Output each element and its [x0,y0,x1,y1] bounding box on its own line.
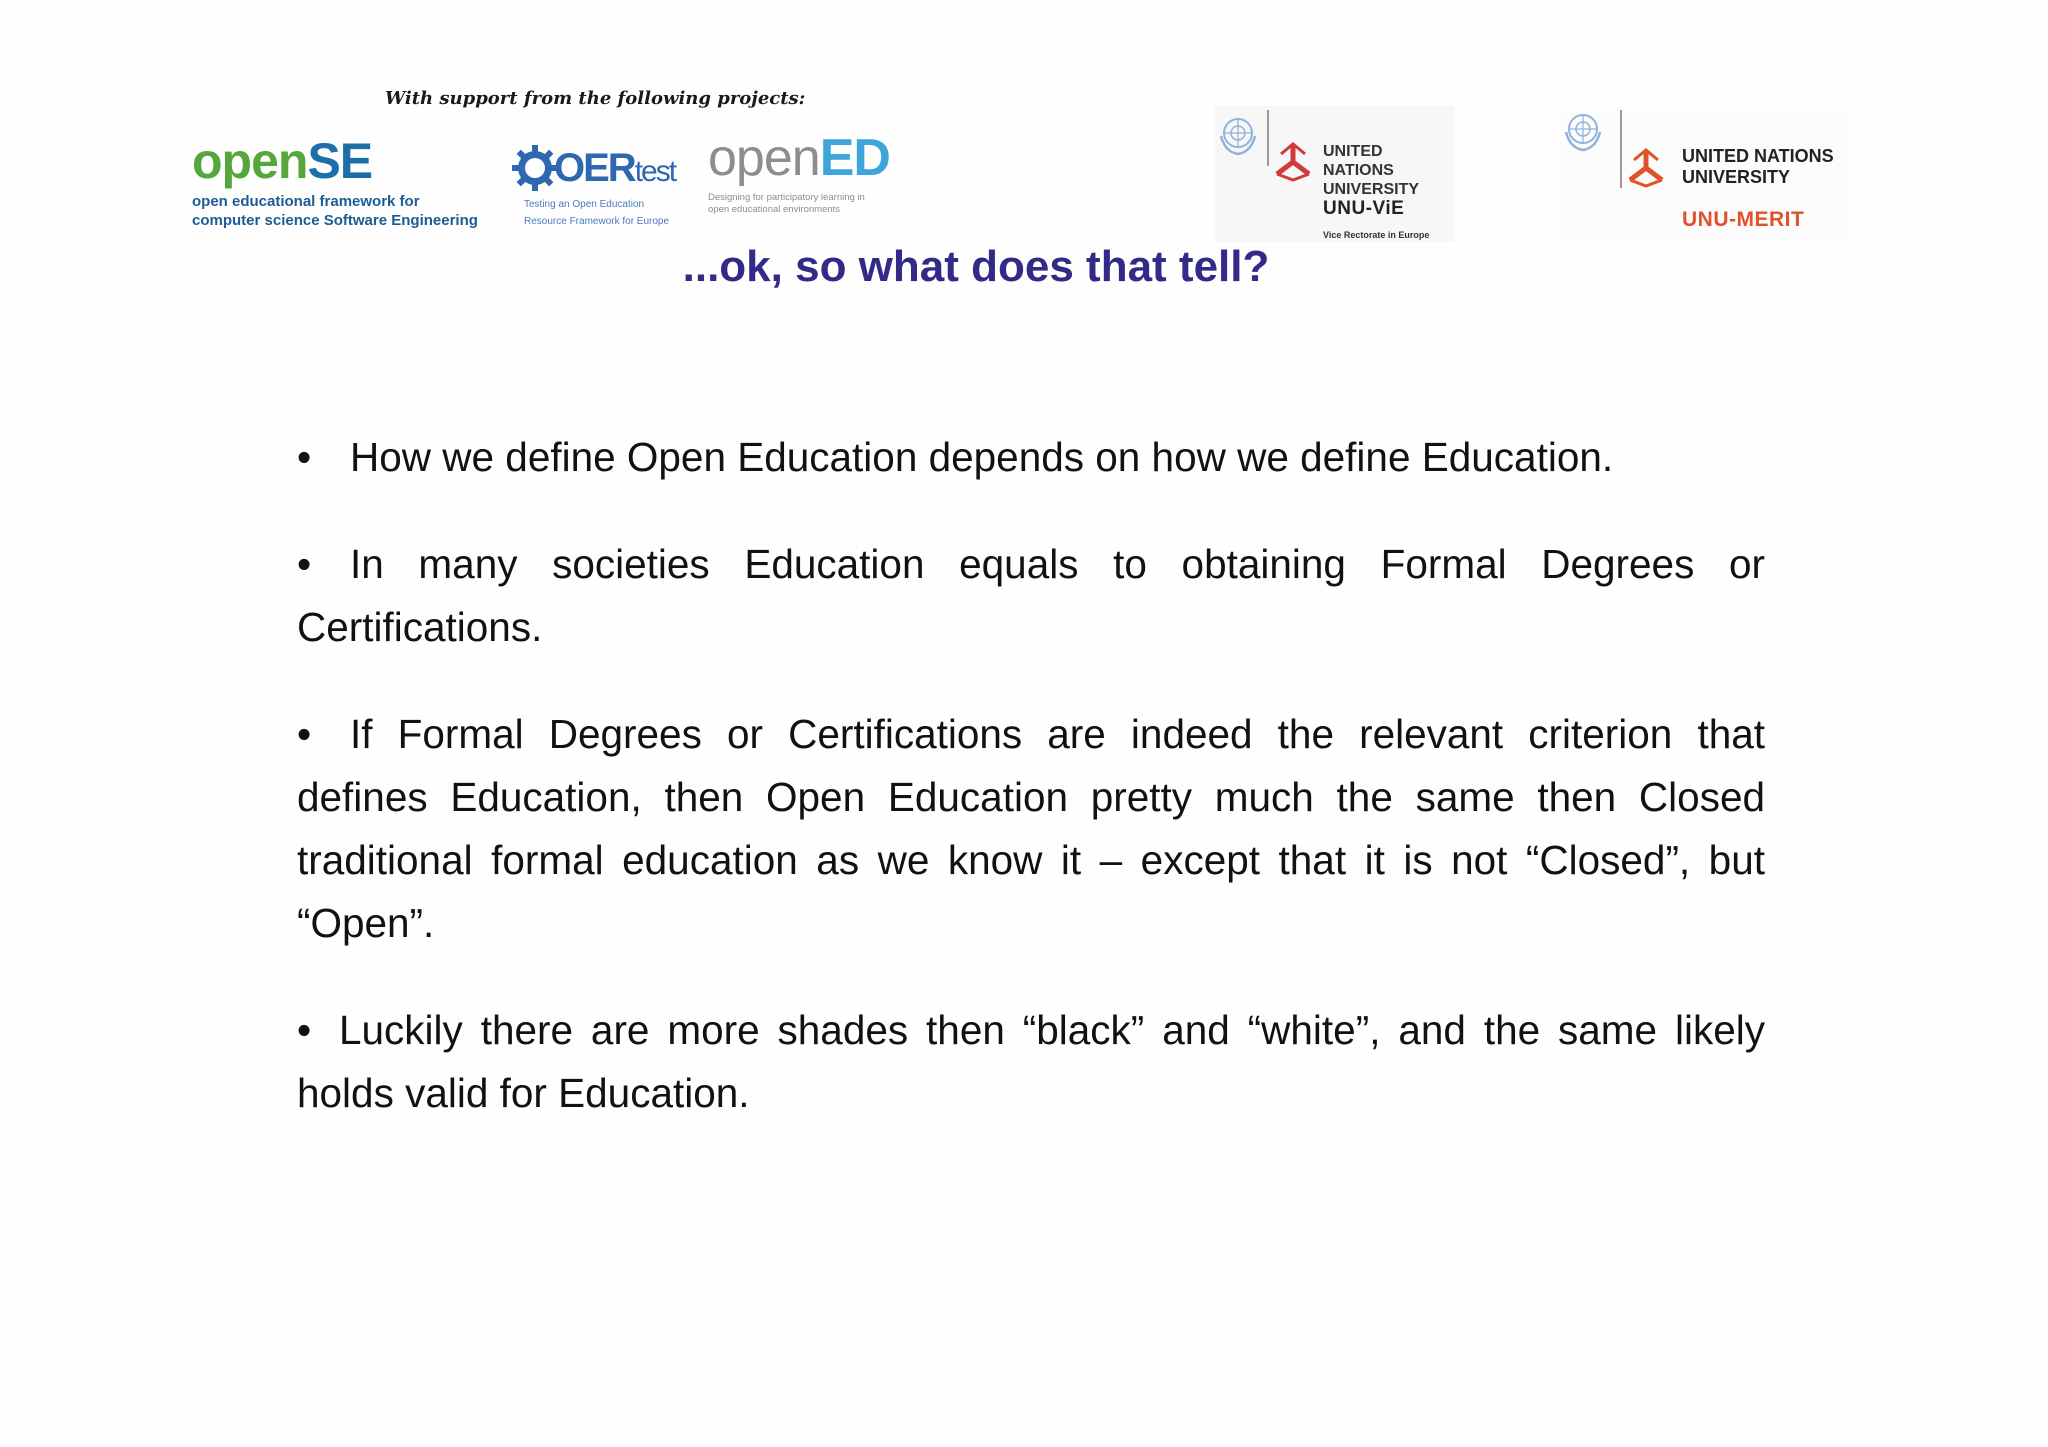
un-emblem-icon [1215,112,1261,158]
unu-merit-unit: UNU-MERIT [1682,208,1805,231]
bullet-list [297,426,1765,1169]
oertest-wordmark [554,146,675,191]
unu-vie-logo [1215,106,1455,242]
unu-vie-unit-sub: Vice Rectorate in Europe [1323,230,1430,240]
support-caption: With support from the following projects: [385,88,806,109]
bullet-marker: • [297,1007,312,1053]
bullet-text: In many societies Education equals to obtaining Formal Degrees or Certifications. [297,541,1765,650]
bullet-item [297,533,1765,659]
opense-logo [192,133,502,236]
slide-title: ...ok, so what does that tell? [682,242,1270,291]
oertest-wordmark-small: test [634,154,676,188]
gear-icon [510,143,560,193]
opense-wordmark [192,133,502,189]
bullet-marker: • [297,711,312,757]
bullet-marker: • [297,434,312,480]
logo-divider [1267,110,1269,166]
opened-wordmark-second: ED [819,129,890,187]
unu-merit-name: UNITED NATIONS UNIVERSITY [1682,146,1834,187]
opense-wordmark-first: open [192,133,308,189]
bullet-item [297,426,1765,489]
bullet-text: How we define Open Education depends on how we define Education. [350,434,1614,480]
opened-logo [708,128,908,228]
opense-tagline: open educational framework for computer science Software Engineering [192,193,478,229]
opened-wordmark-first: open [708,129,820,187]
logo-divider [1620,110,1622,188]
unu-vie-name: UNITED NATIONS UNIVERSITY [1323,143,1420,198]
opense-wordmark-second: SE [307,133,373,189]
bullet-item [297,999,1765,1125]
oertest-logo [510,140,690,240]
unu-vie-unit: UNU-ViE [1323,198,1405,219]
bullet-item [297,703,1765,955]
bullet-marker: • [297,541,312,587]
unu-mark-icon [1624,146,1668,190]
unu-mark-icon [1271,140,1315,184]
oertest-tagline: Testing an Open Education Resource Framework for Europe [524,199,670,227]
oertest-wordmark-big: OER [554,145,635,190]
unu-merit-logo [1558,106,1848,242]
un-emblem-icon [1560,108,1606,154]
bullet-text: Luckily there are more shades then “black” and “white”, and the same likely holds valid for Education. [297,1007,1765,1116]
bullet-text: If Formal Degrees or Certifications are indeed the relevant criterion that defines Education, then Open Education pretty much the same then Closed traditional formal education as we know it – except that it is not “Closed”, but “Open”. [297,711,1765,946]
opened-wordmark [708,128,908,188]
opened-tagline: Designing for participatory learning in open educational environments [708,192,865,215]
